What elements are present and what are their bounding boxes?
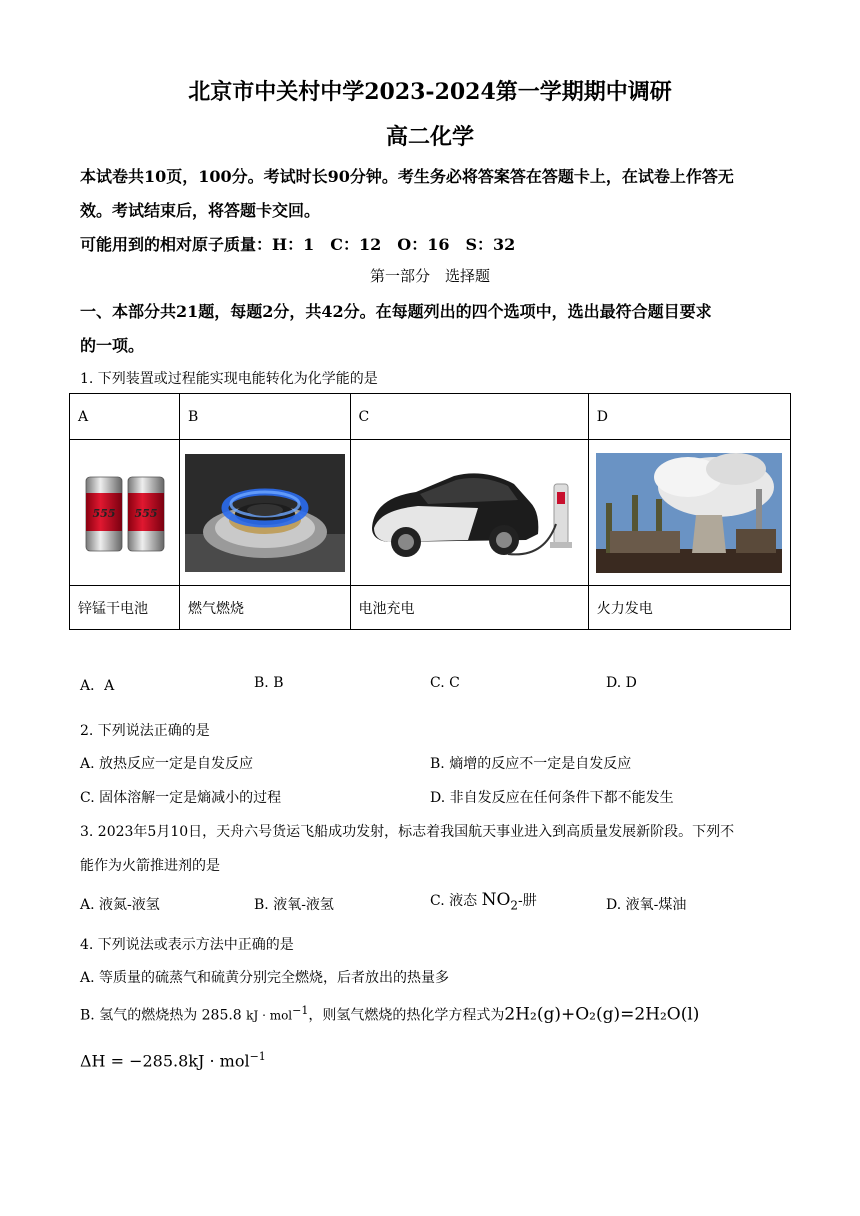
q1-table (69, 393, 791, 630)
q4-option-b-unit-sup: −1 (292, 1004, 309, 1017)
q1-image-b (180, 440, 351, 586)
q3-option-c-formula (481, 890, 519, 913)
q3-option-c[interactable] (430, 890, 537, 912)
q2-option-a[interactable]: A. 放热反应一定是自发反应 (80, 756, 254, 772)
q1-stem: 1. 下列装置或过程能实现电能转化为化学能的是 (80, 371, 378, 387)
q1-option-a[interactable]: A．A (80, 678, 115, 694)
battery-right (128, 477, 164, 551)
q4-stem: 4. 下列说法或表示方法中正确的是 (80, 937, 294, 953)
thermal-power-plant-image (596, 453, 782, 573)
instructions-line1: 本试卷共10页，100分。考试时长90分钟。考生务必将答案答在答题卡上，在试卷上作答无 (80, 167, 734, 186)
q4-option-b-unit: kJ · mol (246, 1008, 293, 1023)
q1-caption-c: 电池充电 (350, 586, 588, 630)
q1-header-b: B (180, 394, 351, 440)
section-desc-line2: 的一项。 (80, 336, 145, 355)
q4-option-b[interactable] (80, 1004, 699, 1025)
q2-option-d[interactable]: D. 非自发反应在任何条件下都不能发生 (430, 790, 674, 806)
no2-subscript: 2 (510, 898, 519, 913)
q4-equation: 2H₂(g)+O₂(g)=2H₂O(l) (504, 1004, 700, 1025)
q1-option-c[interactable]: C. C (430, 675, 460, 691)
q1-image-a (70, 440, 180, 586)
page-title: 北京市中关村中学2023-2024第一学期期中调研 (188, 79, 672, 105)
q1-caption-d: 火力发电 (588, 586, 790, 630)
q2-stem: 2. 下列说法正确的是 (80, 723, 210, 739)
q1-image-c (350, 440, 588, 586)
q4-option-b-prefix: B. 氢气的燃烧热为 285.8 (80, 1007, 242, 1024)
delta-h-sup: −1 (249, 1050, 266, 1063)
q3-option-b[interactable]: B. 液氧-液氢 (254, 897, 334, 913)
q3-option-a[interactable]: A. 液氮-液氢 (80, 897, 160, 913)
q4-option-b-mid: ，则氢气燃烧的热化学方程式为 (308, 1007, 505, 1024)
q3-option-d[interactable]: D. 液氧-煤油 (606, 897, 687, 913)
q2-option-b[interactable]: B. 熵增的反应不一定是自发反应 (430, 756, 632, 772)
q1-caption-b: 燃气燃烧 (180, 586, 351, 630)
q4-delta-h (80, 1050, 266, 1070)
q3-option-c-prefix: C. 液态 (430, 893, 478, 909)
electric-car-charging-image (358, 454, 580, 572)
q3-stem-line2: 能作为火箭推进剂的是 (80, 858, 220, 874)
atomic-mass-line: 可能用到的相对原子质量：H：1 C：12 O：16 S：32 (80, 235, 516, 254)
gas-stove-flame-image (185, 454, 345, 572)
q1-option-d[interactable]: D. D (606, 675, 637, 691)
delta-h-value: ΔH = −285.8kJ · mol (80, 1051, 250, 1071)
q1-image-d (588, 440, 790, 586)
q1-header-c: C (350, 394, 588, 440)
battery-left (86, 477, 122, 551)
q1-caption-a: 锌锰干电池 (70, 586, 180, 630)
instructions-line2: 效。考试结束后，将答题卡交回。 (80, 201, 321, 220)
q2-option-c[interactable]: C. 固体溶解一定是熵减小的过程 (80, 790, 282, 806)
battery-right-label: 555 (134, 506, 157, 520)
q3-stem-line1: 3. 2023年5月10日，天舟六号货运飞船成功发射，标志着我国航天事业进入到高质量发展新阶段。下列不 (80, 824, 735, 840)
no2-formula: NO (481, 890, 511, 910)
q1-header-a: A (70, 394, 180, 440)
q1-header-d: D (588, 394, 790, 440)
zinc-manganese-battery-image (80, 471, 170, 555)
battery-left-label: 555 (92, 506, 115, 520)
page-subtitle: 高二化学 (385, 124, 474, 150)
q1-option-b[interactable]: B. B (254, 675, 284, 691)
part-title: 第一部分 选择题 (369, 267, 490, 285)
q3-option-c-suffix: -肼 (518, 893, 537, 909)
section-desc-line1: 一、本部分共21题，每题2分，共42分。在每题列出的四个选项中，选出最符合题目要求 (80, 302, 712, 321)
q4-option-a[interactable]: A. 等质量的硫蒸气和硫黄分别完全燃烧，后者放出的热量多 (80, 970, 450, 986)
